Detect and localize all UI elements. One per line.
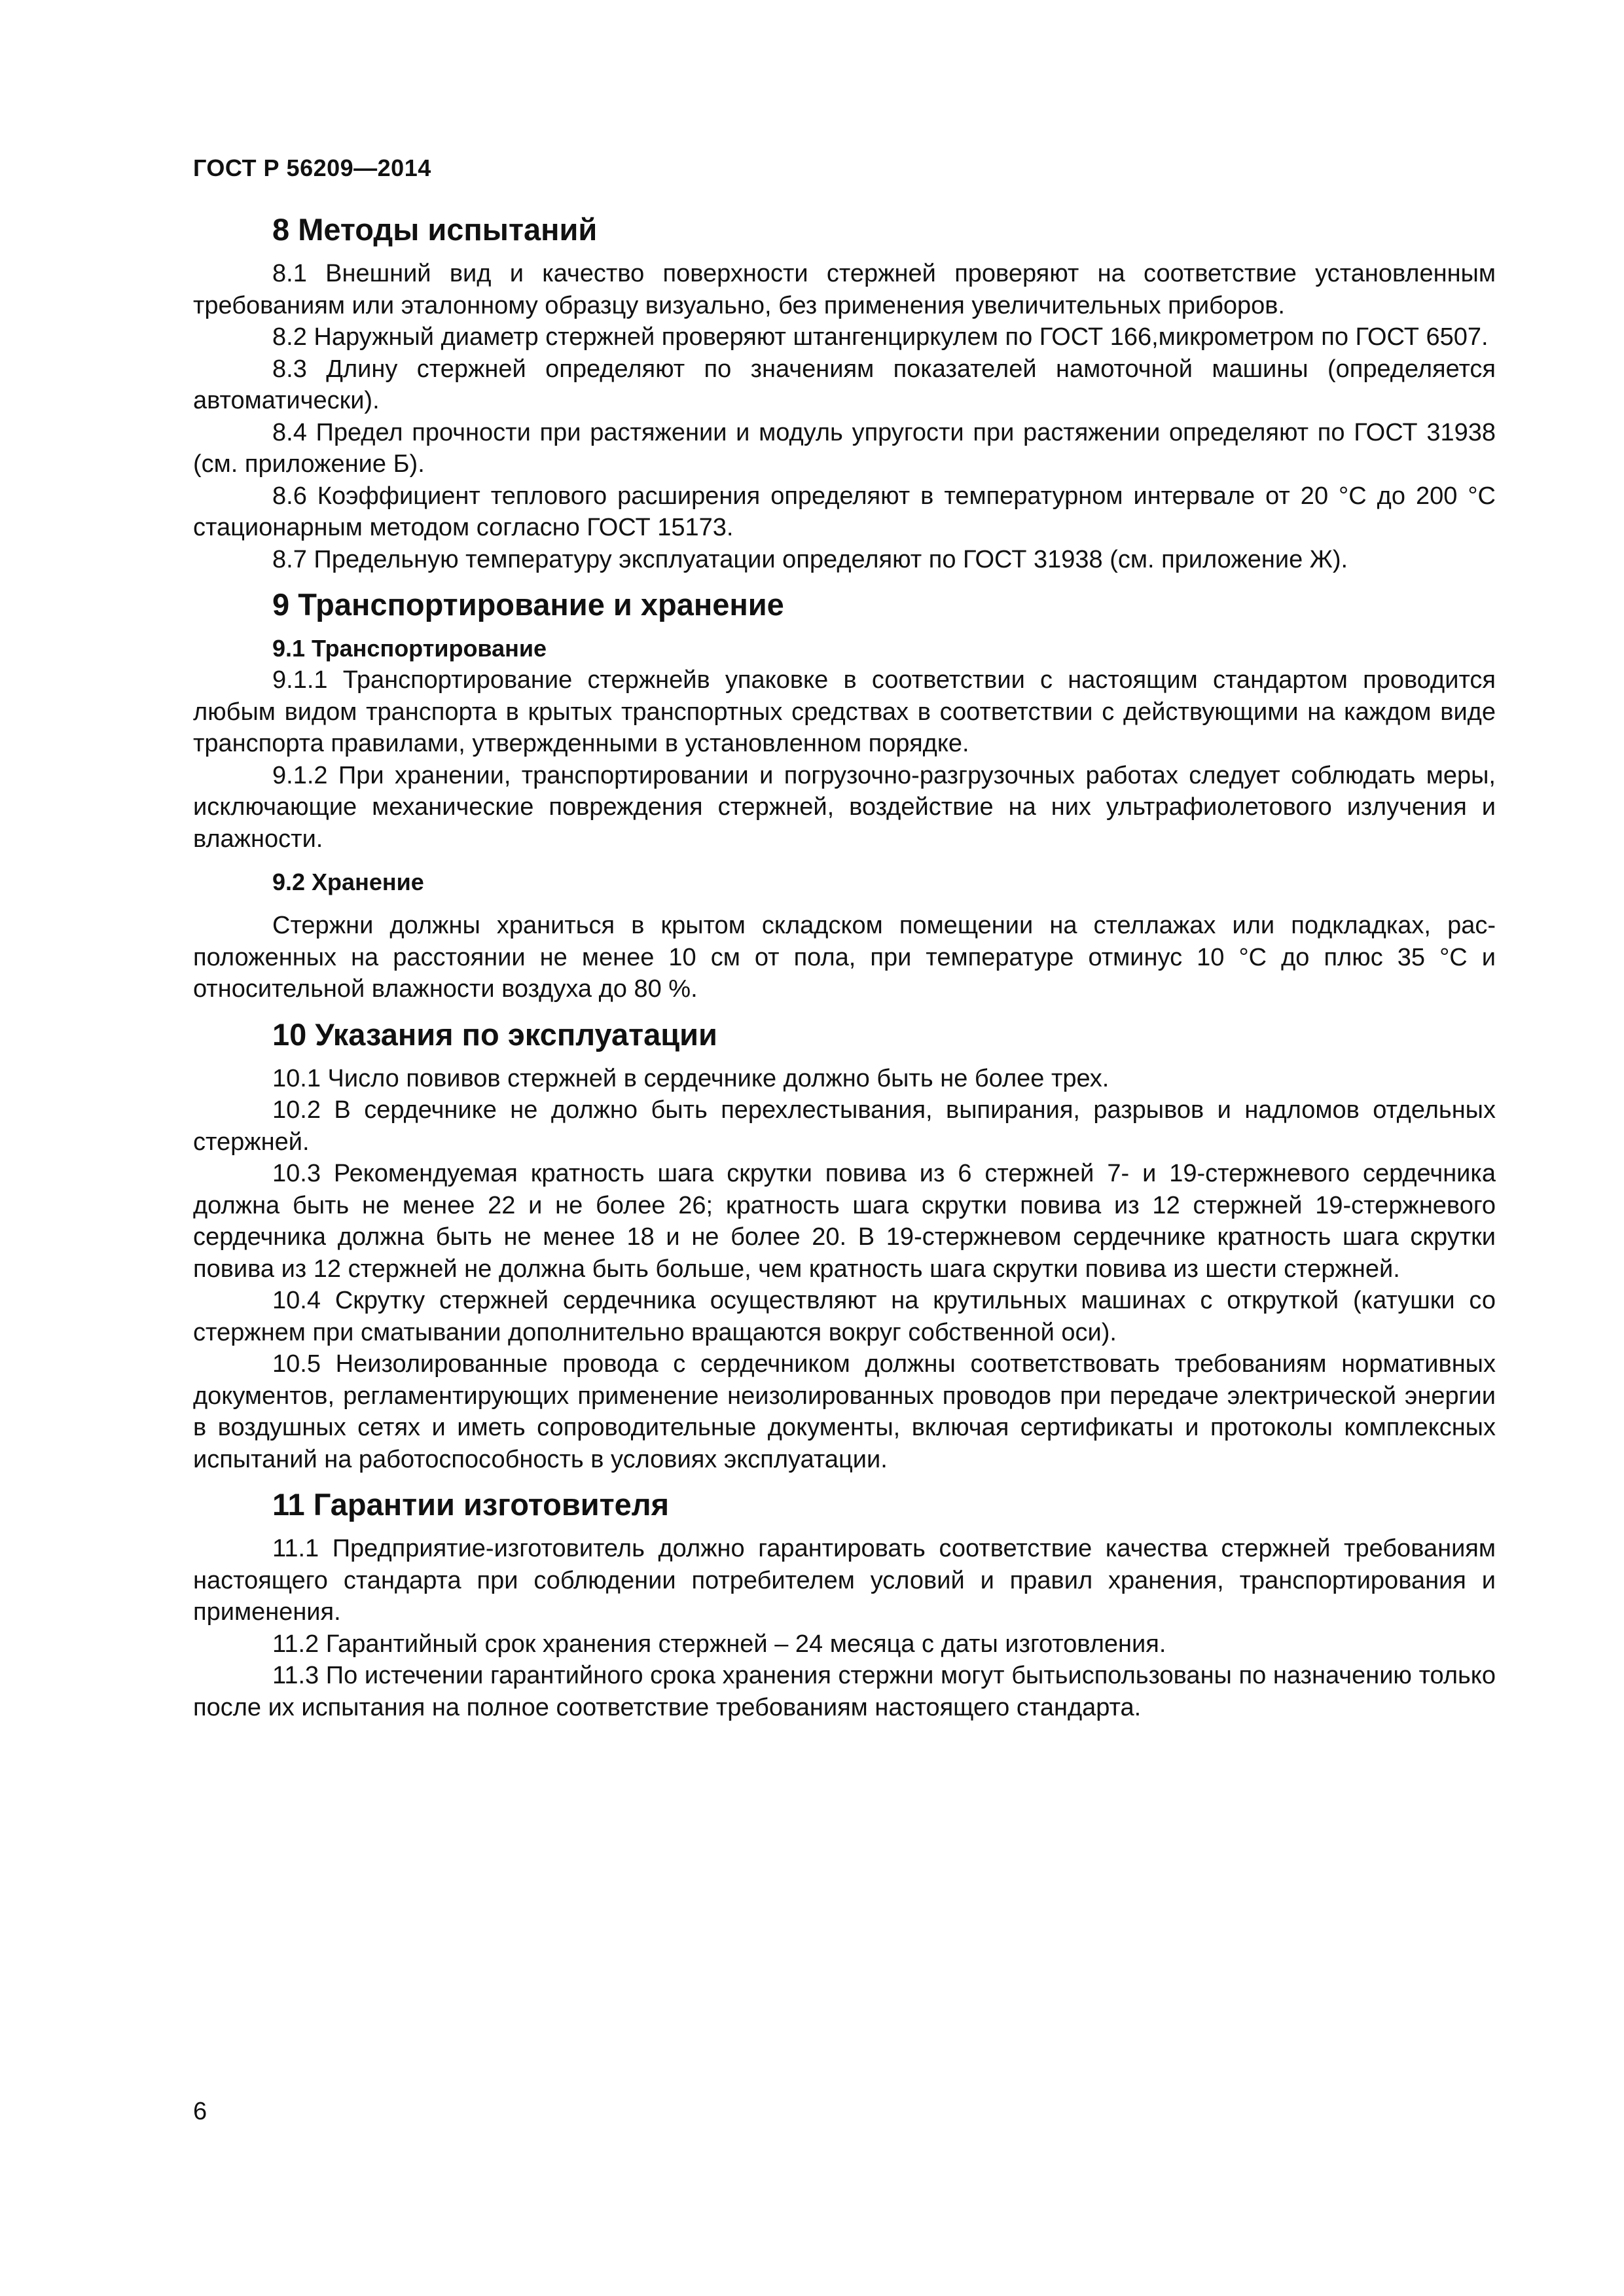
paragraph-10-4: 10.4 Скрутку стержней сердечника осуществляют на крутильных машинах с откруткой (катушки со стержнем при сматывании дополнительно вращаются вокруг собственной оси). (193, 1287, 1496, 1346)
paragraph-8-4: 8.4 Предел прочности при растяжении и модуль упругости при растяжении определяют по ГОСТ 31938 (см. приложение Б). (193, 418, 1496, 478)
document-code-header: ГОСТ Р 56209—2014 (193, 154, 431, 181)
subsection-9-2-title: 9.2 Хранение (272, 869, 424, 895)
paragraph-8-7: 8.7 Предельную температуру эксплуатации определяют по ГОСТ 31938 (см. приложение Ж). (272, 545, 1348, 573)
paragraph-11-2: 11.2 Гарантийный срок хранения стержней – 24 месяца с даты изготовления. (272, 1630, 1166, 1658)
section-8-title: 8 Методы испытаний (272, 212, 598, 247)
paragraph-9-2: Стержни должны храниться в крытом складском помещении на стеллажах или подкладках, расположенных на расстоянии не менее 10 см от пола, при температуре отминус 10 °С до плюс 35 °С и относительной влажности воздуха до 80 %. (193, 912, 1496, 1003)
paragraph-11-3: 11.3 По истечении гарантийного срока хранения стержни могут бытьиспользованы по назначению только после их испытания на полное соответствие требованиям настоящего стандарта. (193, 1662, 1496, 1721)
paragraph-10-1: 10.1 Число повивов стержней в сердечнике должно быть не более трех. (272, 1064, 1110, 1092)
paragraph-8-1: 8.1 Внешний вид и качество поверхности стержней проверяют на соответствие установленным требованиям или эталонному образцу визуально, без применения увеличительных приборов. (193, 260, 1496, 319)
paragraph-10-5: 10.5 Неизолированные провода с сердечником должны соответствовать требованиям нормативных документов, регламентирующих применение неизолированных проводов при передаче электрической энергии в воздушных сетях и иметь сопроводительные документы, включая сертификаты и протоколы комплексных испытаний на работоспособность в условиях эксплуатации. (193, 1350, 1496, 1473)
paragraph-9-1-1: 9.1.1 Транспортирование стержнейв упаковке в соответствии с настоящим стандартом проводится любым видом транспорта в крытых транспортных средствах в соответствии с действующими на каждом виде транспорта правилами, утвержденными в установленном порядке. (193, 666, 1496, 757)
paragraph-8-2: 8.2 Наружный диаметр стержней проверяют штангенциркулем по ГОСТ 166,микрометром по ГОСТ 6507. (272, 323, 1489, 351)
paragraph-10-2: 10.2 В сердечнике не должно быть перехлестывания, выпирания, разрывов и надломов отдельных стержней. (193, 1096, 1496, 1156)
document-body (193, 209, 1496, 1723)
paragraph-10-3: 10.3 Рекомендуемая кратность шага скрутки повива из 6 стержней 7- и 19-стержневого сердечника должна быть не менее 22 и не более 26; кратность шага скрутки повива из 12 стержней 19-стержневого сердечника должна быть не менее 18 и не более 20. В 19-стержневом сердечнике кратность шага скрутки повива из 12 стержней не должна быть больше, чем кратность шага скрутки повива из шести стержней. (193, 1160, 1496, 1283)
paragraph-8-6: 8.6 Коэффициент теплового расширения определяют в температурном интервале от 20 °С до 200 °С стационарным методом согласно ГОСТ 15173. (193, 482, 1496, 541)
section-9-title: 9 Транспортирование и хранение (272, 587, 784, 622)
subsection-9-1-title: 9.1 Транспортирование (272, 635, 547, 662)
paragraph-9-1-2: 9.1.2 При хранении, транспортировании и погрузочно-разгрузочных работах следует соблюдать меры, исключающие механические повреждения стержней, воздействие на них ультрафиолетового излучения и влажности. (193, 761, 1496, 853)
paragraph-8-3: 8.3 Длину стержней определяют по значениям показателей намоточной машины (определяется автоматически). (193, 355, 1496, 414)
paragraph-11-1: 11.1 Предприятие-изготовитель должно гарантировать соответствие качества стержней требованиям настоящего стандарта при соблюдении потребителем условий и правил хранения, транспортирования и применения. (193, 1535, 1496, 1626)
page-number: 6 (193, 2098, 208, 2125)
section-11-title: 11 Гарантии изготовителя (272, 1487, 670, 1522)
section-10-title: 10 Указания по эксплуатации (272, 1016, 717, 1052)
